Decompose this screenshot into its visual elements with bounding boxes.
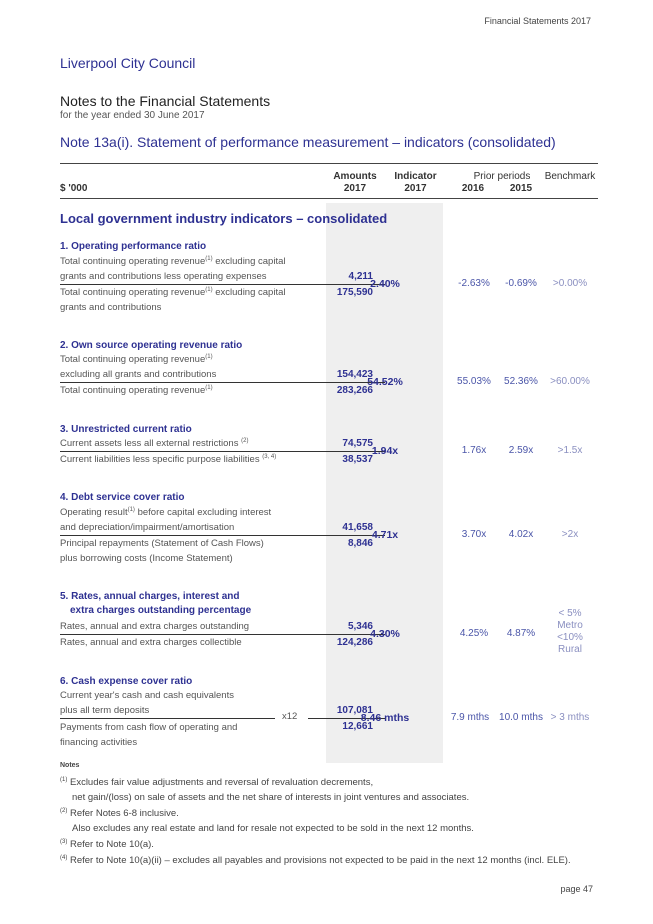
ratio-5-benchmark-2: Metro: [557, 620, 583, 631]
ratio-1-num-amount: 4,211: [348, 271, 373, 282]
ratio-5-prior-2015: 4.87%: [506, 628, 536, 639]
ratio-2-numerator: Total continuing operating revenue$^{(1)}$: [60, 354, 213, 366]
col-prior-2015: 2015: [509, 183, 533, 194]
col-unit: $ '000: [60, 183, 88, 194]
ratio-6-prior-2016: 7.9 mths: [450, 712, 490, 723]
ratio-6-prior-2015: 10.0 mths: [499, 712, 543, 723]
ratio-5-prior-2016: 4.25%: [459, 628, 489, 639]
ratio-2-denominator: Total continuing operating revenue$^{(1)}$: [60, 385, 213, 397]
header-rule: [60, 198, 598, 199]
ratio-5-indicator: 4.30%: [370, 628, 400, 640]
ratio-6-numerator: Current year's cash and cash equivalents: [60, 690, 234, 701]
ratio-6-denominator: Payments from cash flow of operating and: [60, 722, 238, 733]
ratio-6-title: 6. Cash expense cover ratio: [60, 676, 193, 687]
notes-label: Notes: [60, 762, 80, 769]
section-title: Local government industry indicators – consolidated: [60, 211, 388, 226]
ratio-4-prior-2015: 4.02x: [508, 529, 534, 540]
ratio-6-indicator: 8.46 mths: [360, 712, 410, 724]
footnote-3: $^{(3)}$ Refer to Note 10(a).: [60, 839, 154, 851]
ratio-4-title: 4. Debt service cover ratio: [60, 492, 185, 503]
notes-subtitle: for the year ended 30 June 2017: [60, 110, 205, 121]
ratio-4-indicator: 4.71x: [371, 529, 399, 541]
ratio-1-numerator-2: grants and contributions less operating expenses: [60, 271, 267, 282]
ratio-1-den-amount: 175,590: [336, 287, 373, 298]
ratio-4-den-amount: 8,846: [347, 538, 373, 549]
ratio-3-prior-2016: 1.76x: [461, 445, 487, 456]
ratio-2-benchmark: >60.00%: [550, 376, 590, 387]
ratio-2-prior-2016: 55.03%: [457, 376, 491, 387]
ratio-6-numerator-2: plus all term deposits: [60, 705, 150, 716]
ratio-2-den-amount: 283,266: [336, 385, 373, 396]
ratio-4-denominator-2: plus borrowing costs (Income Statement): [60, 553, 233, 564]
organisation-name: Liverpool City Council: [60, 55, 196, 71]
ratio-4-numerator-2: and depreciation/impairment/amortisation: [60, 522, 235, 533]
ratio-3-indicator: 1.94x: [371, 445, 399, 457]
ratio-1-numerator: Total continuing operating revenue$^{(1)}$ excluding capital: [60, 256, 286, 268]
ratio-3-den-amount: 38,537: [342, 454, 373, 465]
ratio-2-num-amount: 154,423: [336, 369, 373, 380]
ratio-1-title: 1. Operating performance ratio: [60, 241, 207, 252]
col-amounts: Amounts: [333, 171, 377, 182]
ratio-6-num-amount: 107,081: [336, 705, 373, 716]
ratio-4-benchmark: >2x: [561, 529, 579, 540]
ratio-3-denominator: Current liabilities less specific purpose liabilities $^{(3, 4)}$: [60, 454, 277, 466]
ratio-3-benchmark: >1.5x: [557, 445, 583, 456]
ratio-5-title: 5. Rates, annual charges, interest and: [60, 591, 240, 602]
col-prior-2016: 2016: [461, 183, 485, 194]
ratio-3-title: 3. Unrestricted current ratio: [60, 424, 192, 435]
ratio-5-benchmark-1: < 5%: [558, 608, 582, 619]
col-prior-periods: Prior periods: [473, 171, 531, 182]
ratio-2-indicator: 54.52%: [367, 376, 403, 388]
ratio-6-benchmark: > 3 mths: [550, 712, 590, 723]
ratio-6-fraction-line-left: [60, 718, 275, 719]
ratio-6-den-amount: 12,661: [342, 721, 373, 732]
footnote-4: $^{(4)}$ Refer to Note 10(a)(ii) – excludes all payables and provisions not expected to be paid in the next 12 months (incl. ELE).: [60, 855, 571, 867]
ratio-4-prior-2016: 3.70x: [461, 529, 487, 540]
ratio-5-denominator: Rates, annual and extra charges collectible: [60, 637, 242, 648]
notes-title: Notes to the Financial Statements: [60, 93, 271, 109]
ratio-5-numerator: Rates, annual and extra charges outstanding: [60, 621, 250, 632]
ratio-5-benchmark-3: <10%: [557, 632, 583, 643]
col-indicator-year: 2017: [404, 183, 427, 194]
ratio-1-denominator: Total continuing operating revenue$^{(1)}$ excluding capital: [60, 287, 286, 299]
ratio-4-num-amount: 41,658: [342, 522, 373, 533]
footnote-1-line-2: net gain/(loss) on sale of assets and the net share of interests in joint ventures and associates.: [72, 792, 470, 803]
ratio-5-num-amount: 5,346: [347, 621, 373, 632]
footnote-1: $^{(1)}$ Excludes fair value adjustments and reversal of revaluation decrements,: [60, 777, 374, 789]
ratio-1-denominator-2: grants and contributions: [60, 302, 162, 313]
col-indicator: Indicator: [394, 171, 437, 182]
ratio-1-benchmark: >0.00%: [552, 278, 588, 289]
ratio-5-title-2: extra charges outstanding percentage: [70, 605, 252, 616]
ratio-2-numerator-2: excluding all grants and contributions: [60, 369, 217, 380]
ratio-4-denominator: Principal repayments (Statement of Cash Flows): [60, 538, 264, 549]
ratio-6-multiplier: x12: [282, 711, 298, 722]
ratio-3-prior-2015: 2.59x: [508, 445, 534, 456]
ratio-1-indicator: 2.40%: [370, 278, 400, 290]
ratio-1-prior-2016: -2.63%: [458, 278, 490, 289]
ratio-4-numerator: Operating result$^{(1)}$ before capital excluding interest: [60, 507, 272, 519]
note-heading: Note 13a(i). Statement of performance measurement – indicators (consolidated): [60, 134, 556, 150]
ratio-2-prior-2015: 52.36%: [504, 376, 538, 387]
ratio-3-numerator: Current assets less all external restrictions $^{(2)}$: [60, 438, 249, 450]
running-header: Financial Statements 2017: [484, 16, 591, 26]
top-rule: [60, 163, 598, 164]
page-number: page 47: [560, 884, 593, 894]
col-benchmark: Benchmark: [544, 171, 596, 182]
footnote-2: $^{(2)}$ Refer Notes 6-8 inclusive.: [60, 808, 179, 820]
ratio-5-den-amount: 124,286: [336, 637, 373, 648]
col-amounts-year: 2017: [343, 183, 367, 194]
ratio-3-num-amount: 74,575: [342, 438, 373, 449]
footnote-2-line-2: Also excludes any real estate and land for resale not expected to be sold in the next 12 months.: [72, 823, 474, 834]
ratio-1-prior-2015: -0.69%: [505, 278, 537, 289]
ratio-2-title: 2. Own source operating revenue ratio: [60, 340, 243, 351]
ratio-5-benchmark-4: Rural: [558, 644, 582, 655]
ratio-6-denominator-2: financing activities: [60, 737, 138, 748]
